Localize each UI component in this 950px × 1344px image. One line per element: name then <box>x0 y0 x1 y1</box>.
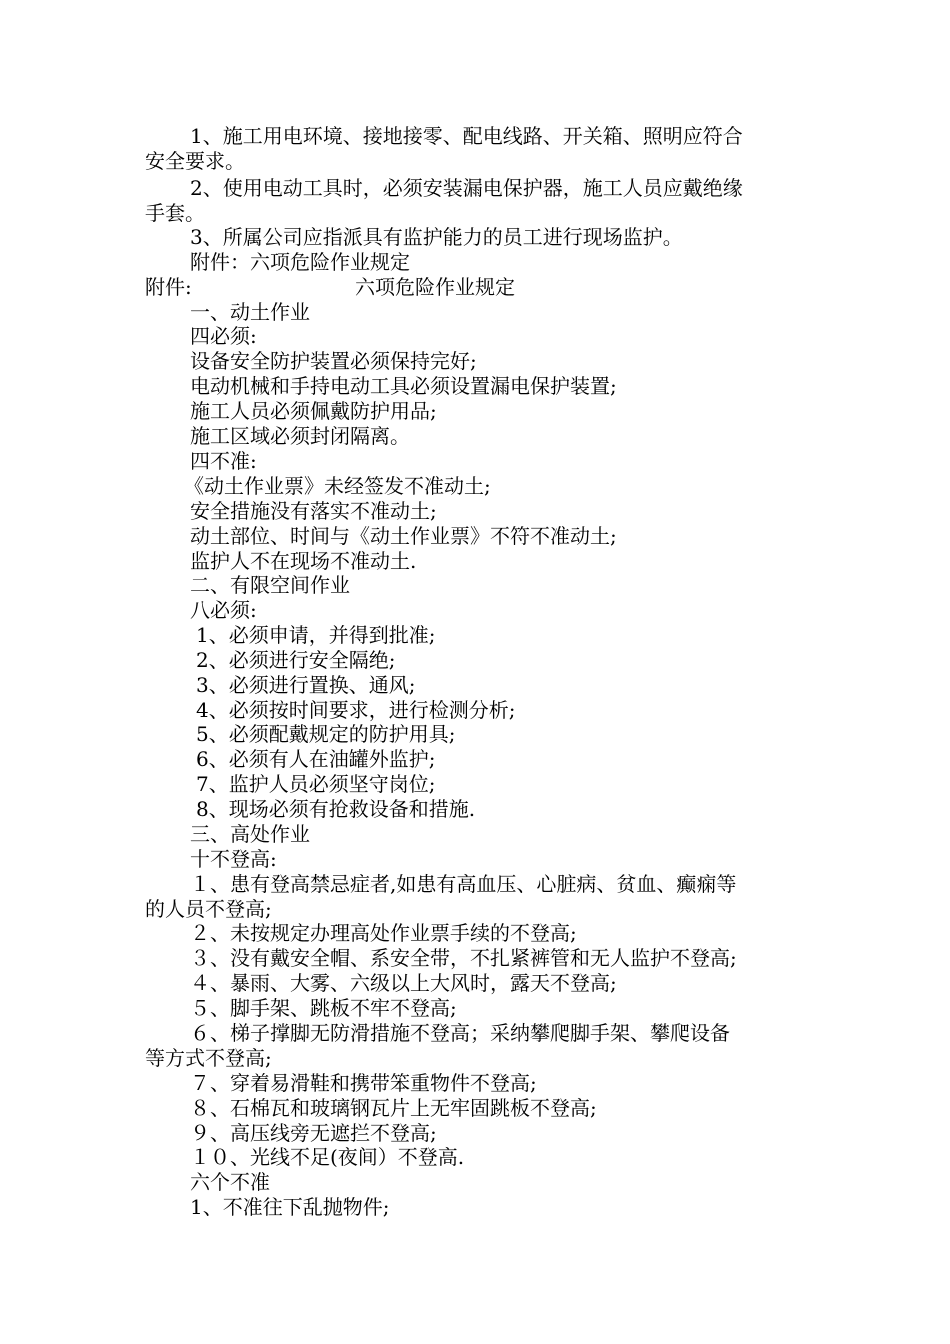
section-2-must-item: 8、现场必须有抢救设备和措施. <box>196 797 476 821</box>
intro-line-6: 附件：六项危险作业规定 <box>190 250 410 274</box>
section-3-line: ６、梯子撑脚无防滑措施不登高；采纳攀爬脚手架、攀爬设备 <box>190 1021 730 1045</box>
intro-line-2: 安全要求。 <box>145 149 245 173</box>
section-1-must-item: 设备安全防护装置必须保持完好; <box>190 349 477 373</box>
section-2-must-item: 1、必须申请，并得到批准; <box>196 623 436 647</box>
section-3-line: 的人员不登高; <box>145 897 272 921</box>
section-2-must-item: 3、必须进行置换、通风; <box>196 673 416 697</box>
attachment-prefix: 附件: <box>145 275 192 299</box>
section-1-must-heading: 四必须: <box>190 324 257 348</box>
section-3-line: １０、光线不足(夜间）不登高. <box>190 1145 465 1169</box>
section-1-forbid-item: 《动土作业票》未经签发不准动土; <box>184 474 491 498</box>
section-2-must-item: 7、监护人员必须坚守岗位; <box>196 772 436 796</box>
section-3-line: ４、暴雨、大雾、六级以上大风时，露天不登高; <box>190 971 617 995</box>
section-1-forbid-item: 动土部位、时间与《动土作业票》不符不准动土; <box>190 524 617 548</box>
intro-line-5: 3、所属公司应指派具有监护能力的员工进行现场监护。 <box>190 225 683 249</box>
section-3-line: ９、高压线旁无遮拦不登高; <box>190 1121 437 1145</box>
section-1-must-item: 施工人员必须佩戴防护用品; <box>190 399 437 423</box>
section-3-heading: 三、高处作业 <box>190 822 310 846</box>
section-1-forbid-heading: 四不准: <box>190 449 257 473</box>
section-3-line: ３、没有戴安全帽、系安全带，不扎紧裤管和无人监护不登高; <box>190 946 737 970</box>
section-2-must-item: 5、必须配戴规定的防护用具; <box>196 722 456 746</box>
section-2-must-heading: 八必须: <box>190 598 257 622</box>
section-1-forbid-item: 监护人不在现场不准动土. <box>190 549 417 573</box>
intro-line-1: 1、施工用电环境、接地接零、配电线路、开关箱、照明应符合 <box>190 124 743 148</box>
section-3-line: ５、脚手架、跳板不牢不登高; <box>190 996 457 1020</box>
section-3-line: ２、未按规定办理高处作业票手续的不登高; <box>190 921 577 945</box>
section-3-six-no-item: 1、不准往下乱抛物件; <box>190 1195 390 1219</box>
section-3-line: 等方式不登高; <box>145 1046 272 1070</box>
section-1-must-item: 施工区域必须封闭隔离。 <box>190 424 410 448</box>
section-1-forbid-item: 安全措施没有落实不准动土; <box>190 499 437 523</box>
section-2-must-item: 4、必须按时间要求，进行检测分析; <box>196 698 516 722</box>
section-3-line: １、患有登高禁忌症者,如患有高血压、心脏病、贫血、癫痫等 <box>190 872 737 896</box>
section-1-must-item: 电动机械和手持电动工具必须设置漏电保护装置; <box>190 374 617 398</box>
section-2-must-item: 2、必须进行安全隔绝; <box>196 648 396 672</box>
section-3-line: ８、石棉瓦和玻璃钢瓦片上无牢固跳板不登高; <box>190 1096 597 1120</box>
section-2-must-item: 6、必须有人在油罐外监护; <box>196 747 436 771</box>
section-3-line: ７、穿着易滑鞋和携带笨重物件不登高; <box>190 1071 537 1095</box>
intro-line-4: 手套。 <box>145 201 205 225</box>
attachment-title: 六项危险作业规定 <box>355 275 515 299</box>
section-2-heading: 二、有限空间作业 <box>190 573 350 597</box>
section-1-heading: 一、动土作业 <box>190 300 310 324</box>
section-3-six-no-heading: 六个不准 <box>190 1170 270 1194</box>
intro-line-3: 2、使用电动工具时，必须安装漏电保护器，施工人员应戴绝缘 <box>190 176 743 200</box>
section-3-no-climb-heading: 十不登高: <box>190 847 277 871</box>
